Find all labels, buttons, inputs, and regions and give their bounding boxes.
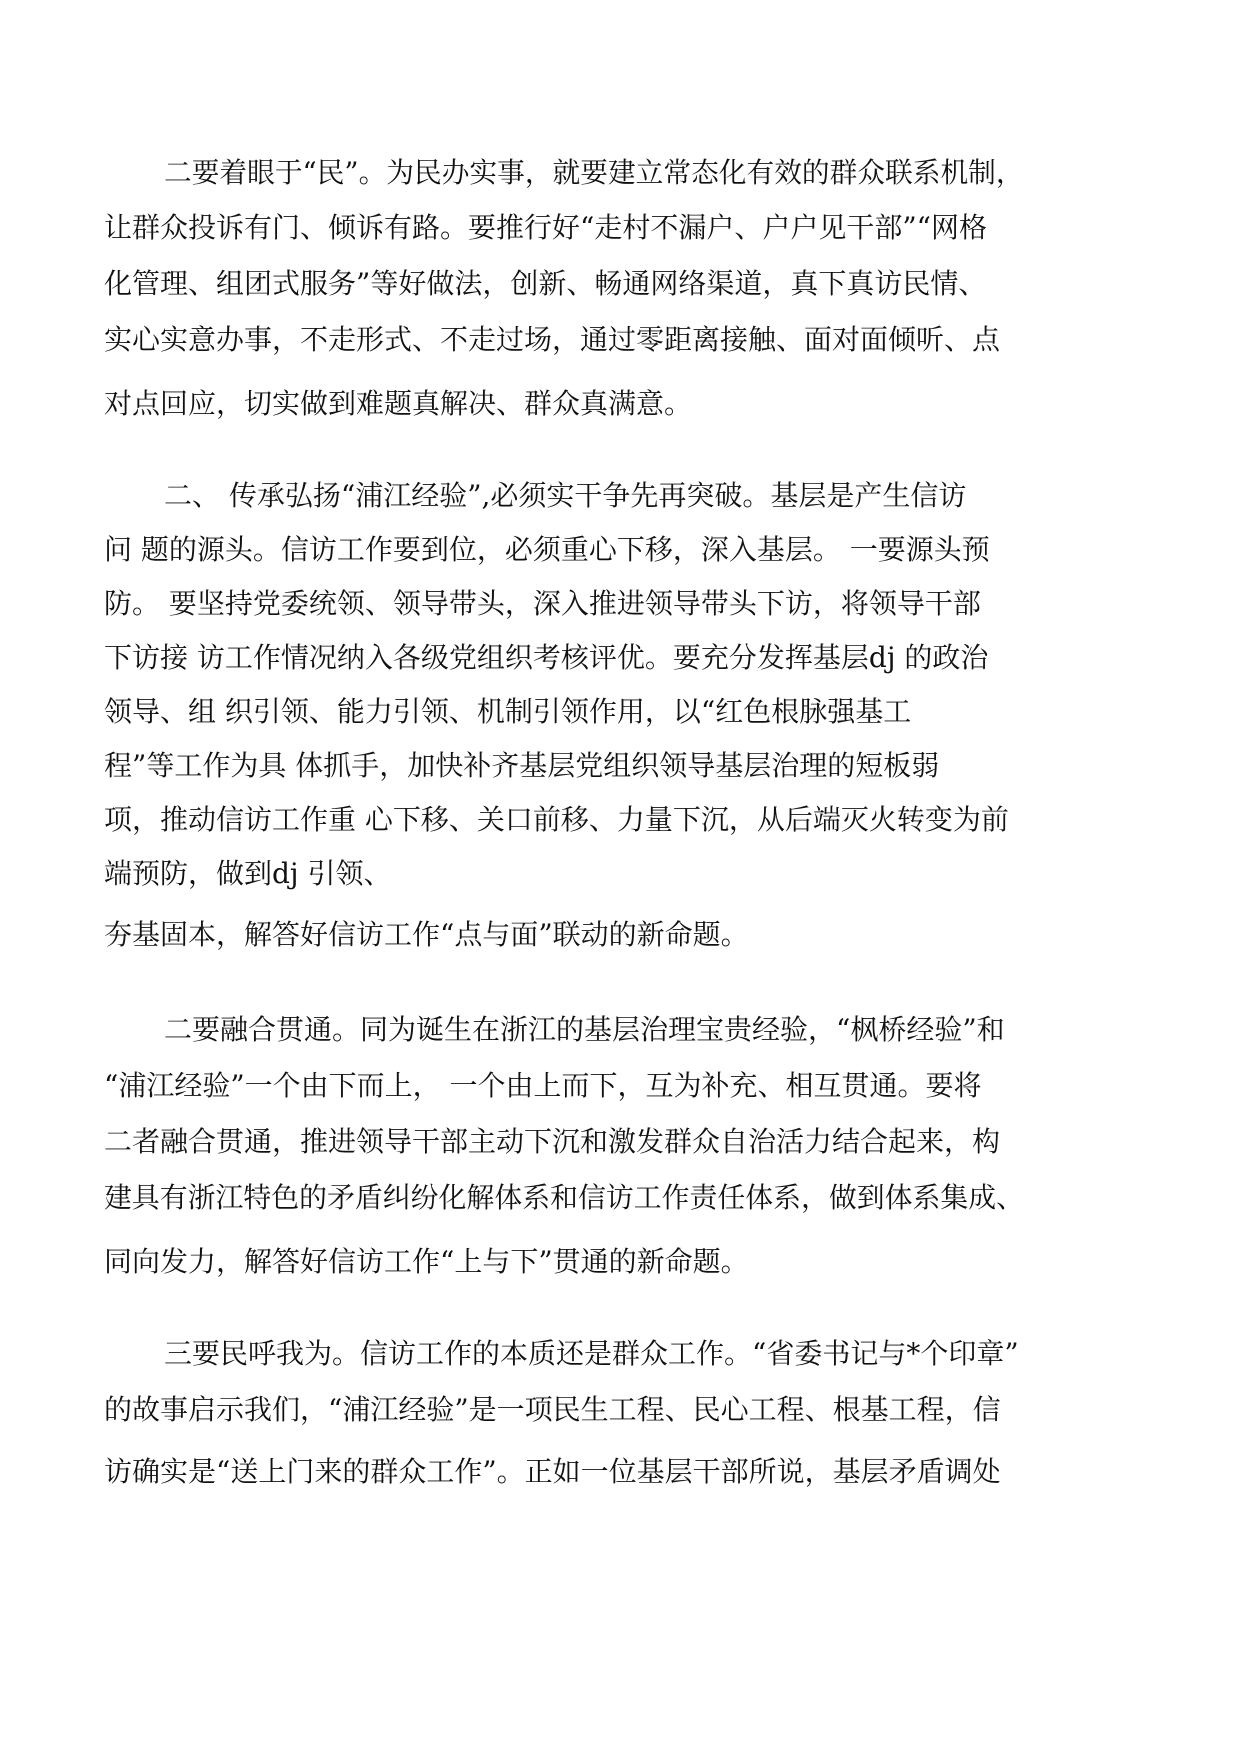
text-line	[104, 800, 1024, 840]
line-text: 防。 要坚持党委统领、领导带头，深入推进领导带头下访，将领导干部	[104, 587, 981, 620]
text-line	[104, 584, 1024, 624]
line-text: 二要着眼于“民”。为民办实事，就要建立常态化有效的群众联系机制，	[164, 156, 1024, 189]
line-text: 端预防，做到dj 引领、	[104, 857, 392, 890]
text-line	[104, 1242, 1024, 1282]
line-text: 下访接 访工作情况纳入各级党组织考核评优。要充分发挥基层dj 的政治	[104, 641, 989, 674]
text-line	[104, 915, 1024, 955]
line-text: 三要民呼我为。信访工作的本质还是群众工作。“省委书记与*个印章”	[164, 1337, 1019, 1370]
line-text: “浦江经验”一个由下而上， 一个由上而下，互为补充、相互贯通。要将	[104, 1069, 982, 1102]
text-line	[104, 1066, 1024, 1106]
line-text: 的故事启示我们，“浦江经验”是一项民生工程、民心工程、根基工程，信	[104, 1393, 1001, 1426]
line-text: 化管理、组团式服务”等好做法，创新、畅通网络渠道，真下真访民情、	[104, 267, 987, 300]
line-text: 实心实意办事，不走形式、不走过场，通过零距离接触、面对面倾听、点	[104, 323, 1001, 356]
text-line	[104, 638, 1024, 678]
text-line	[104, 1178, 1024, 1218]
text-line	[104, 746, 1024, 786]
line-text: 建具有浙江特色的矛盾纠纷化解体系和信访工作责任体系，做到体系集成、	[104, 1181, 1025, 1214]
text-line	[104, 320, 1024, 360]
line-text: 二者融合贯通，推进领导干部主动下沉和激发群众自治活力结合起来，构	[104, 1125, 1001, 1158]
text-line	[104, 1452, 1024, 1492]
text-line	[164, 476, 1024, 516]
line-text: 访确实是“送上门来的群众工作”。正如一位基层干部所说，基层矛盾调处	[104, 1455, 1001, 1488]
line-text: 夯基固本，解答好信访工作“点与面”联动的新命题。	[104, 918, 749, 951]
line-text: 项，推动信访工作重 心下移、关口前移、力量下沉，从后端灭火转变为前	[104, 803, 1009, 836]
line-text: 问 题的源头。信访工作要到位，必须重心下移，深入基层。 一要源头预	[104, 533, 990, 566]
text-line	[104, 208, 1024, 248]
line-text: 二、 传承弘扬“浦江经验”,必须实干争先再突破。基层是产生信访	[164, 479, 967, 512]
text-line	[104, 264, 1024, 304]
text-line	[104, 854, 1024, 894]
text-line	[104, 1122, 1024, 1162]
line-text: 让群众投诉有门、倾诉有路。要推行好“走村不漏户、户户见干部”“网格	[104, 211, 987, 244]
line-text: 同向发力，解答好信访工作“上与下”贯通的新命题。	[104, 1245, 749, 1278]
text-line	[104, 530, 1024, 570]
text-line	[104, 384, 1024, 424]
text-line	[104, 1390, 1024, 1430]
text-line	[164, 1010, 1024, 1050]
text-line	[104, 692, 1024, 732]
line-text: 程”等工作为具 体抓手，加快补齐基层党组织领导基层治理的短板弱	[104, 749, 940, 782]
line-text: 二要融合贯通。同为诞生在浙江的基层治理宝贵经验，“枫桥经验”和	[164, 1013, 1005, 1046]
line-text: 领导、组 织引领、能力引领、机制引领作用，以“红色根脉强基工	[104, 695, 912, 728]
text-line	[164, 153, 1024, 193]
line-text: 对点回应，切实做到难题真解决、群众真满意。	[104, 387, 693, 420]
text-line	[164, 1334, 1024, 1374]
